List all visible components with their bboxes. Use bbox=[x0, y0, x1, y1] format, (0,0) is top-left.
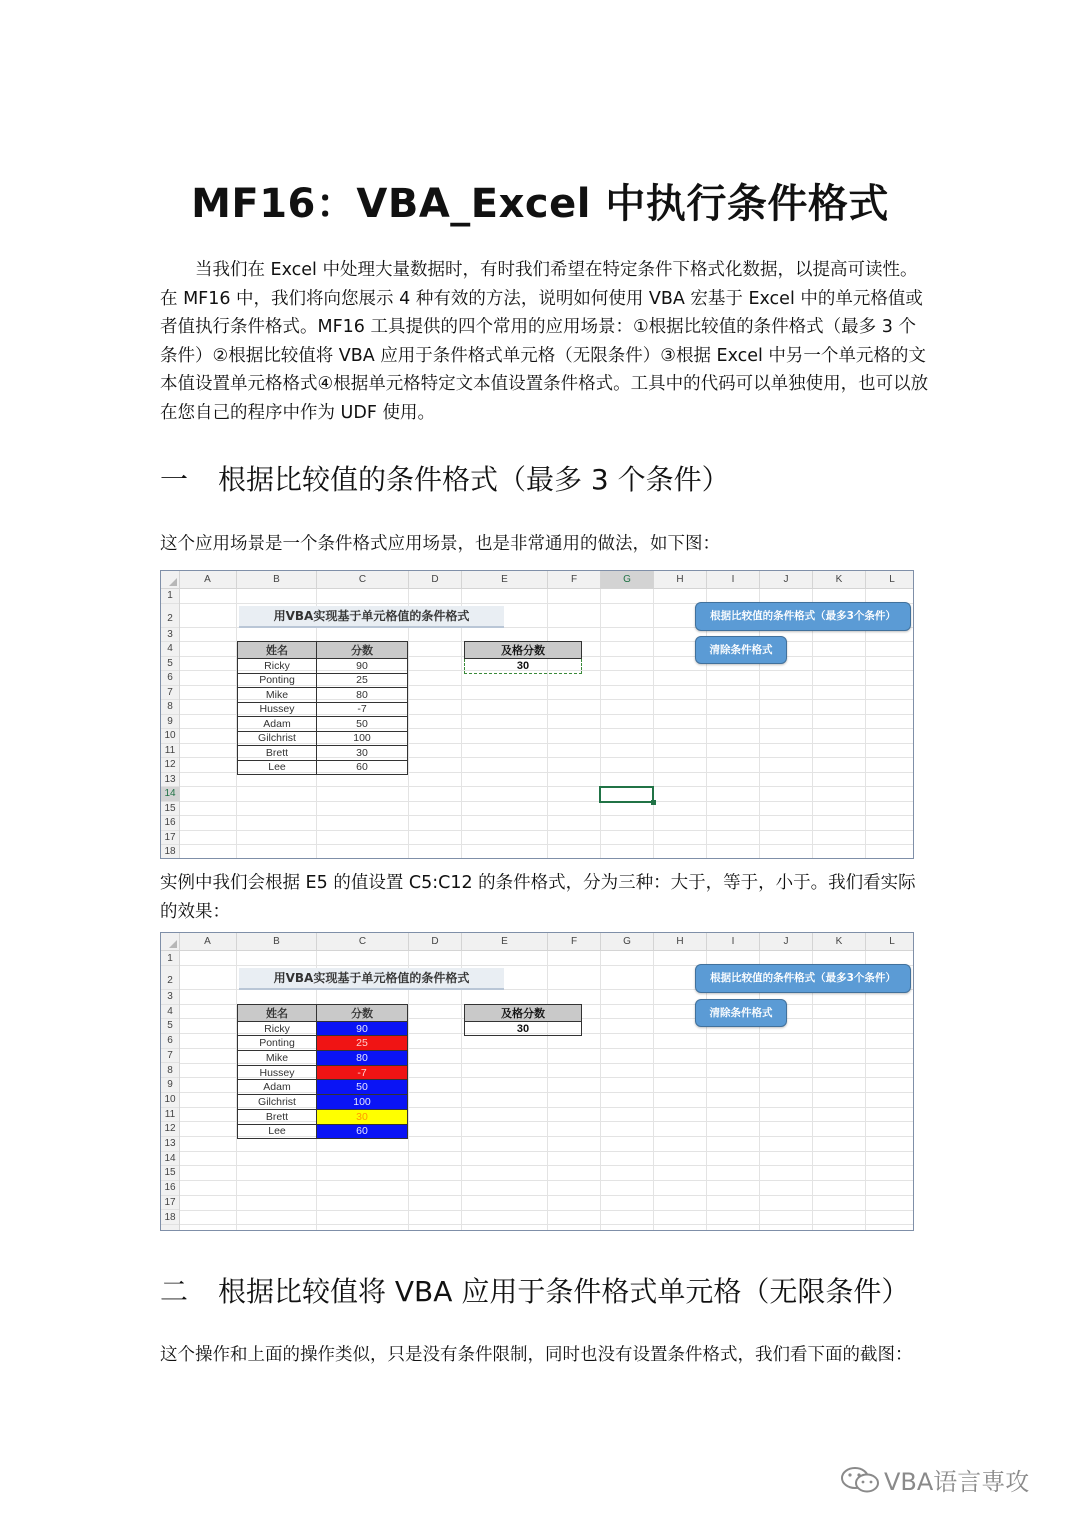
gridline-h bbox=[179, 859, 913, 860]
cell-score[interactable]: 50 bbox=[317, 1080, 408, 1095]
gridline-h bbox=[179, 844, 913, 845]
column-header-H[interactable]: H bbox=[654, 571, 707, 588]
select-all-corner[interactable] bbox=[161, 571, 180, 588]
cell-name[interactable]: Ponting bbox=[238, 673, 317, 688]
row-header-7[interactable]: 7 bbox=[161, 1049, 179, 1064]
gridline-v bbox=[547, 951, 548, 1230]
cell-name[interactable]: Brett bbox=[238, 746, 317, 761]
table-row bbox=[238, 1051, 408, 1066]
row-header-3[interactable]: 3 bbox=[161, 990, 179, 1005]
active-cell-g14[interactable] bbox=[599, 786, 654, 803]
cell-name[interactable]: Adam bbox=[238, 1080, 317, 1095]
gridline-h bbox=[179, 815, 913, 816]
between-description: 实例中我们会根据 E5 的值设置 C5:C12 的条件格式，分为三种：大于，等于，小于。我们看实际的效果： bbox=[160, 873, 916, 922]
select-all-corner[interactable] bbox=[161, 933, 180, 950]
cell-name[interactable]: Hussey bbox=[238, 702, 317, 717]
row-header-5[interactable]: 5 bbox=[161, 1019, 179, 1034]
spreadsheet-after[interactable] bbox=[160, 932, 914, 1231]
pass-value-row bbox=[465, 659, 582, 674]
row-header-6[interactable]: 6 bbox=[161, 1034, 179, 1049]
header-name: 姓名 bbox=[238, 1004, 317, 1021]
score-table-header-row bbox=[238, 1004, 408, 1021]
table-row bbox=[238, 702, 408, 717]
cell-score[interactable]: 25 bbox=[317, 673, 408, 688]
cell-name[interactable]: Mike bbox=[238, 688, 317, 703]
pass-score-value[interactable]: 30 bbox=[465, 1021, 582, 1036]
row-header-9[interactable]: 9 bbox=[161, 715, 179, 730]
cell-score[interactable]: 100 bbox=[317, 1095, 408, 1110]
gridline-v bbox=[461, 951, 462, 1230]
cell-score[interactable]: -7 bbox=[317, 1065, 408, 1080]
column-header-G[interactable]: G bbox=[601, 571, 654, 588]
row-header-12[interactable]: 12 bbox=[161, 758, 179, 773]
row-header-18[interactable]: 18 bbox=[161, 845, 179, 859]
clear-conditional-format-button[interactable]: 清除条件格式 bbox=[695, 999, 787, 1027]
column-header-bar bbox=[161, 933, 913, 951]
cell-name[interactable]: Ponting bbox=[238, 1036, 317, 1051]
row-header-bar bbox=[161, 951, 180, 1230]
cell-name[interactable]: Adam bbox=[238, 717, 317, 732]
table-row bbox=[238, 760, 408, 775]
column-header-B[interactable]: B bbox=[237, 933, 317, 950]
header-name: 姓名 bbox=[238, 642, 317, 659]
gridline-h bbox=[179, 786, 913, 787]
table-row bbox=[238, 1095, 408, 1110]
gridline-h bbox=[179, 1165, 913, 1166]
gridline-h bbox=[179, 1210, 913, 1211]
section-1-number: 一 bbox=[160, 463, 189, 496]
column-header-E[interactable]: E bbox=[462, 933, 548, 950]
page-title: MF16：VBA_Excel 中执行条件格式 bbox=[191, 181, 889, 227]
pass-header-row bbox=[465, 1004, 582, 1021]
row-header-5[interactable]: 5 bbox=[161, 657, 179, 672]
cell-score[interactable]: 60 bbox=[317, 1124, 408, 1139]
column-header-D[interactable]: D bbox=[409, 933, 462, 950]
wechat-icon bbox=[840, 1465, 880, 1501]
table-row bbox=[238, 1109, 408, 1124]
column-header-C[interactable]: C bbox=[317, 933, 409, 950]
row-header-1[interactable]: 1 bbox=[161, 951, 179, 966]
cell-name[interactable]: Brett bbox=[238, 1109, 317, 1124]
apply-conditional-format-button[interactable]: 根据比较值的条件格式（最多3个条件） bbox=[695, 602, 911, 631]
cell-score[interactable]: 100 bbox=[317, 731, 408, 746]
section-2-title: 根据比较值将 VBA 应用于条件格式单元格（无限条件） bbox=[218, 1275, 910, 1308]
table-row bbox=[238, 1021, 408, 1036]
row-header-15[interactable]: 15 bbox=[161, 802, 179, 817]
pass-header-row bbox=[465, 642, 582, 659]
gridline-h bbox=[179, 801, 913, 802]
gridline-h bbox=[179, 830, 913, 831]
column-header-L[interactable]: L bbox=[866, 933, 914, 950]
table-row bbox=[238, 659, 408, 674]
row-header-16[interactable]: 16 bbox=[161, 1181, 179, 1196]
row-header-6[interactable]: 6 bbox=[161, 671, 179, 686]
column-header-D[interactable]: D bbox=[409, 571, 462, 588]
gridline-h bbox=[179, 1224, 913, 1225]
pass-score-box bbox=[464, 641, 582, 674]
table-row bbox=[238, 1080, 408, 1095]
cell-name[interactable]: Lee bbox=[238, 1124, 317, 1139]
row-header-14[interactable]: 14 bbox=[161, 787, 179, 802]
table-row bbox=[238, 717, 408, 732]
apply-conditional-format-button[interactable]: 根据比较值的条件格式（最多3个条件） bbox=[695, 964, 911, 993]
column-header-J[interactable]: J bbox=[760, 571, 813, 588]
gridline-v bbox=[461, 589, 462, 858]
table-row bbox=[238, 1065, 408, 1080]
column-header-A[interactable]: A bbox=[179, 571, 237, 588]
row-header-10[interactable]: 10 bbox=[161, 1093, 179, 1108]
header-score: 分数 bbox=[317, 1004, 408, 1021]
column-header-I[interactable]: I bbox=[707, 571, 760, 588]
column-header-I[interactable]: I bbox=[707, 933, 760, 950]
gridline-v bbox=[408, 951, 409, 1230]
cell-name[interactable]: Lee bbox=[238, 760, 317, 775]
section-1-title: 根据比较值的条件格式（最多 3 个条件） bbox=[218, 463, 730, 496]
pass-score-label: 及格分数 bbox=[465, 642, 582, 659]
column-header-bar bbox=[161, 571, 913, 589]
cell-name[interactable]: Ricky bbox=[238, 659, 317, 674]
cell-score[interactable]: 60 bbox=[317, 760, 408, 775]
gridline-v bbox=[653, 589, 654, 858]
cell-score[interactable]: 50 bbox=[317, 717, 408, 732]
table-row bbox=[238, 1036, 408, 1051]
row-header-11[interactable]: 11 bbox=[161, 744, 179, 759]
row-header-17[interactable]: 17 bbox=[161, 831, 179, 846]
score-table bbox=[237, 1004, 408, 1140]
row-header-bar bbox=[161, 589, 180, 858]
row-header-13[interactable]: 13 bbox=[161, 773, 179, 788]
table-row bbox=[238, 688, 408, 703]
cell-name[interactable]: Mike bbox=[238, 1051, 317, 1066]
gridline-v bbox=[547, 589, 548, 858]
table-row bbox=[238, 1124, 408, 1139]
column-header-E[interactable]: E bbox=[462, 571, 548, 588]
column-header-G[interactable]: G bbox=[601, 933, 654, 950]
spreadsheet-before[interactable] bbox=[160, 570, 914, 859]
column-header-K[interactable]: K bbox=[813, 571, 866, 588]
sheet-title-banner: 用VBA实现基于单元格值的条件格式 bbox=[239, 968, 504, 990]
gridline-v bbox=[653, 951, 654, 1230]
intro-paragraph: 当我们在 Excel 中处理大量数据时，有时我们希望在特定条件下格式化数据，以提高可读性。在 MF16 中，我们将向您展示 4 种有效的方法，说明如何使用 VBA 宏基于 Excel 中的单元格值或者值执行条件格式。MF16 工具提供的四个常用的应用场景：①根据比较值的条件格式（最多 3 个条件）②根据比较值将 VBA 应用于条件格式单元格（无限条件）③根据 Excel 中另一个单元格的文本值设置单元格格式④根据单元格特定文本值设置条件格式。工具中的代码可以单独使用，也可以放在您自己的程序中作为 UDF 使用。 bbox=[160, 260, 929, 423]
score-table bbox=[237, 641, 408, 775]
column-header-C[interactable]: C bbox=[317, 571, 409, 588]
column-header-J[interactable]: J bbox=[760, 933, 813, 950]
cell-score[interactable]: 25 bbox=[317, 1036, 408, 1051]
cell-score[interactable]: 30 bbox=[317, 1109, 408, 1124]
section-2-heading bbox=[160, 1270, 909, 1310]
row-header-17[interactable]: 17 bbox=[161, 1196, 179, 1211]
cell-score[interactable]: 90 bbox=[317, 1021, 408, 1036]
gridline-h bbox=[179, 1151, 913, 1152]
row-header-8[interactable]: 8 bbox=[161, 1064, 179, 1079]
cell-name[interactable]: Hussey bbox=[238, 1065, 317, 1080]
section-1-description: 这个应用场景是一个条件格式应用场景，也是非常通用的做法，如下图： bbox=[160, 534, 720, 554]
row-header-14[interactable]: 14 bbox=[161, 1152, 179, 1167]
clear-conditional-format-button[interactable]: 清除条件格式 bbox=[695, 636, 787, 664]
cell-score[interactable]: -7 bbox=[317, 702, 408, 717]
row-header-3[interactable]: 3 bbox=[161, 628, 179, 643]
row-header-2[interactable]: 2 bbox=[161, 604, 179, 628]
column-header-H[interactable]: H bbox=[654, 933, 707, 950]
cell-score[interactable]: 80 bbox=[317, 688, 408, 703]
row-header-8[interactable]: 8 bbox=[161, 700, 179, 715]
column-header-A[interactable]: A bbox=[179, 933, 237, 950]
section-2-description: 这个操作和上面的操作类似，只是没有条件限制，同时也没有设置条件格式，我们看下面的截图： bbox=[160, 1345, 913, 1365]
score-table-header-row bbox=[238, 642, 408, 659]
gridline-v bbox=[408, 589, 409, 858]
row-header-15[interactable]: 15 bbox=[161, 1166, 179, 1181]
gridline-v bbox=[600, 951, 601, 1230]
row-header-18[interactable]: 18 bbox=[161, 1211, 179, 1226]
cell-score[interactable]: 30 bbox=[317, 746, 408, 761]
row-header-11[interactable]: 11 bbox=[161, 1108, 179, 1123]
row-header-10[interactable]: 10 bbox=[161, 729, 179, 744]
row-header-12[interactable]: 12 bbox=[161, 1122, 179, 1137]
cell-score[interactable]: 90 bbox=[317, 659, 408, 674]
column-header-F[interactable]: F bbox=[548, 933, 601, 950]
sheet-title-banner: 用VBA实现基于单元格值的条件格式 bbox=[239, 606, 504, 628]
table-row bbox=[238, 673, 408, 688]
gridline-v bbox=[600, 589, 601, 858]
watermark bbox=[840, 1462, 1029, 1501]
gridline-h bbox=[179, 1180, 913, 1181]
watermark-text: VBA语言専攻 bbox=[884, 1468, 1030, 1496]
pass-score-label: 及格分数 bbox=[465, 1004, 582, 1021]
table-row bbox=[238, 731, 408, 746]
row-header-4[interactable]: 4 bbox=[161, 642, 179, 657]
row-header-7[interactable]: 7 bbox=[161, 686, 179, 701]
column-header-F[interactable]: F bbox=[548, 571, 601, 588]
row-header-16[interactable]: 16 bbox=[161, 816, 179, 831]
pass-score-box bbox=[464, 1004, 582, 1037]
row-header-1[interactable]: 1 bbox=[161, 589, 179, 604]
gridline-h bbox=[179, 1195, 913, 1196]
cell-name[interactable]: Gilchrist bbox=[238, 1095, 317, 1110]
cell-name[interactable]: Ricky bbox=[238, 1021, 317, 1036]
table-row bbox=[238, 746, 408, 761]
cell-name[interactable]: Gilchrist bbox=[238, 731, 317, 746]
pass-score-value[interactable]: 30 bbox=[465, 659, 582, 674]
column-header-B[interactable]: B bbox=[237, 571, 317, 588]
row-header-13[interactable]: 13 bbox=[161, 1137, 179, 1152]
section-2-number: 二 bbox=[160, 1275, 189, 1308]
row-header-9[interactable]: 9 bbox=[161, 1078, 179, 1093]
column-header-L[interactable]: L bbox=[866, 571, 914, 588]
row-header-2[interactable]: 2 bbox=[161, 966, 179, 990]
header-score: 分数 bbox=[317, 642, 408, 659]
pass-value-row bbox=[465, 1021, 582, 1036]
column-header-K[interactable]: K bbox=[813, 933, 866, 950]
section-1-heading bbox=[160, 458, 730, 498]
cell-score[interactable]: 80 bbox=[317, 1051, 408, 1066]
row-header-4[interactable]: 4 bbox=[161, 1005, 179, 1020]
